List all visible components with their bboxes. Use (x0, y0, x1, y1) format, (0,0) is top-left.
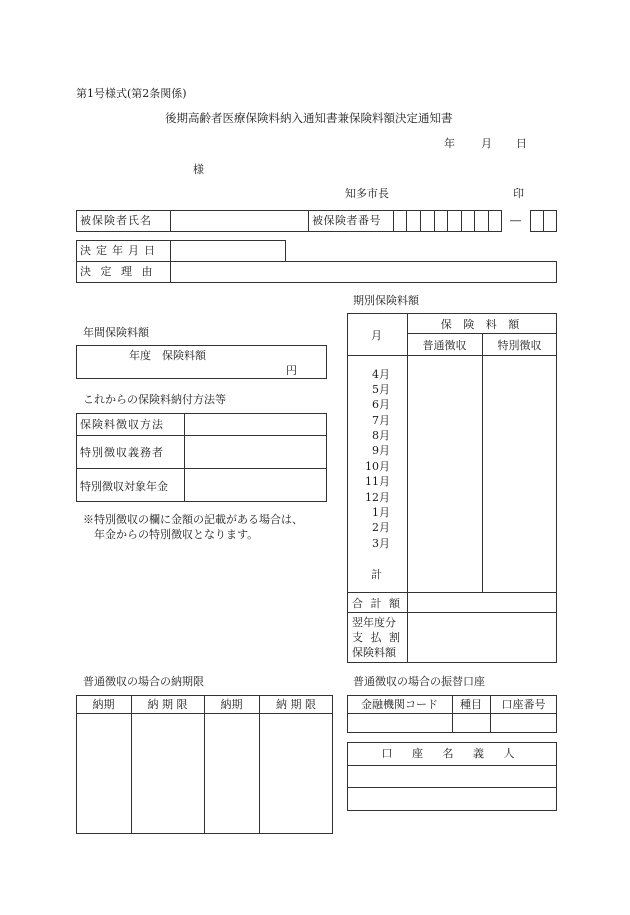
document-title: 後期高齢者医療保険料納入通知書兼保険料額決定通知書 (165, 111, 453, 125)
decision-reason-field[interactable] (171, 263, 556, 281)
periodic-section-title: 期別保険料額 (353, 294, 419, 307)
month-row-label: 1月 (372, 506, 390, 519)
insured-number-label: 被保険者番号 (312, 214, 381, 227)
month-header: 月 (371, 329, 382, 342)
periodic-premium-table (347, 313, 557, 663)
month-row-label: 7月 (372, 414, 390, 427)
bank-header: 種目 (460, 698, 482, 711)
due-dates-header: 納 期 限 (147, 698, 188, 711)
annual-fiscal-label: 年度 保険料額 (129, 349, 206, 362)
bank-header: 金融機関コード (361, 698, 438, 711)
month-row-label: 10月 (365, 460, 390, 473)
insured-name-label: 被保険者氏名 (80, 214, 152, 227)
due-dates-section-title: 普通徴収の場合の納期限 (83, 675, 204, 688)
annual-section-title: 年間保険料額 (83, 326, 149, 339)
payment-method-row-label: 保険料徴収方法 (80, 418, 164, 431)
date-day-label: 日 (516, 137, 527, 150)
due-dates-header: 納期 (92, 698, 115, 711)
month-row-label: 5月 (372, 383, 390, 396)
special-collection-note: ※特別徴収の欄に金額の記載がある場合は、 (83, 513, 303, 526)
form-number: 第1号様式(第2条関係) (76, 87, 187, 100)
month-row-label: 6月 (372, 398, 390, 411)
next-year-label: 支 払 割 (352, 631, 402, 644)
amount-header: 保 険 料 額 (440, 318, 524, 331)
special-collection-header: 特別徴収 (497, 339, 542, 352)
payment-method-row-label: 特別徴収義務者 (80, 446, 164, 459)
date-month-label: 月 (481, 137, 492, 150)
ordinary-collection-header: 普通徴収 (422, 339, 467, 352)
month-row-label: 3月 (372, 537, 390, 550)
next-year-label: 翌年度分 (352, 616, 396, 629)
seal-mark: 印 (513, 187, 524, 200)
special-collection-note: 年金からの特別徴収となります。 (94, 528, 259, 541)
account-holder-header: 口 座 名 義 人 (381, 747, 523, 760)
addressee-suffix: 様 (193, 163, 204, 176)
insured-name-field[interactable] (171, 214, 307, 228)
decision-date-field[interactable] (171, 242, 285, 260)
decision-reason-label: 決 定 理 由 (80, 265, 156, 278)
month-row-label: 12月 (365, 491, 390, 504)
due-dates-header: 納 期 限 (276, 698, 316, 711)
date-year-label: 年 (444, 137, 455, 150)
payment-method-row-label: 特別徴収対象年金 (80, 480, 168, 493)
insured-number-dash: ― (510, 214, 521, 227)
payment-method-title: これからの保険料納付方法等 (83, 393, 226, 406)
due-dates-header: 納期 (220, 698, 243, 711)
month-row-label: 2月 (372, 521, 390, 534)
total-amount-label: 合 計 額 (352, 597, 402, 610)
bank-section-title: 普通徴収の場合の振替口座 (353, 675, 485, 688)
month-row-label: 8月 (372, 429, 390, 442)
next-year-label: 保険料額 (352, 646, 396, 659)
annual-yen-unit: 円 (286, 364, 297, 377)
month-row-label: 11月 (365, 475, 390, 488)
decision-date-label: 決定年月日 (80, 244, 160, 257)
bank-header: 口座番号 (501, 698, 546, 711)
subtotal-label: 計 (371, 568, 382, 581)
month-row-label: 9月 (372, 444, 390, 457)
month-row-label: 4月 (372, 368, 390, 381)
issuer-name: 知多市長 (345, 187, 389, 200)
